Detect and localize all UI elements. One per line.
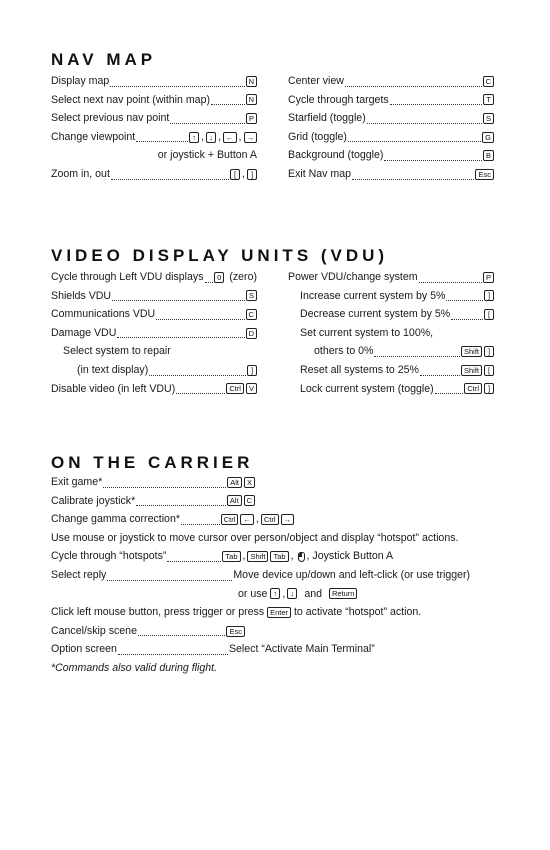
key-group: [ , ] (230, 165, 257, 184)
dot-leader (352, 179, 474, 180)
key-group (214, 268, 257, 287)
gamma-label: Change gamma correction* (51, 513, 180, 526)
vdu-right-column (288, 268, 494, 398)
c-key: C (244, 495, 255, 506)
dot-leader (211, 104, 245, 105)
command-row (288, 342, 494, 361)
c-key: C (483, 76, 494, 87)
shift-key: Shift (247, 551, 268, 562)
command-row (51, 361, 257, 380)
nav-map-left-column (51, 72, 257, 184)
command-row (51, 165, 257, 184)
subheading-row (51, 342, 257, 361)
dot-leader (390, 104, 483, 105)
carrier-heading: ON THE CARRIER (51, 453, 254, 472)
hotspots-tail: , Joystick Button A (306, 550, 394, 563)
dot-leader (138, 635, 226, 636)
calibrate-joystick-row (51, 492, 255, 511)
right-bracket-key: ] (247, 169, 257, 180)
subheading-text: Select system to repair (63, 345, 171, 358)
key-group (484, 309, 494, 320)
command-row (288, 380, 494, 399)
down-arrow-key: ↓ (287, 588, 297, 599)
option-label: Option screen (51, 643, 117, 656)
cancel-scene-row (51, 622, 245, 641)
command-label: Display map (51, 75, 110, 87)
command-row (288, 146, 494, 165)
command-label: Decrease current system by 5% (300, 308, 451, 321)
command-row (288, 361, 494, 380)
right-arrow-key: → (281, 514, 295, 525)
click-after-text: to activate “hotspot” action. (293, 606, 422, 619)
carrier-commands (51, 473, 501, 678)
command-label: Cycle through Left VDU displays (51, 271, 204, 283)
dot-leader (149, 375, 246, 376)
left-arrow-key: ← (223, 132, 237, 143)
or-use-text: or use (238, 587, 268, 600)
dot-leader (367, 123, 482, 124)
command-row (51, 91, 257, 110)
dot-leader (112, 300, 245, 301)
up-arrow-key: ↑ (189, 132, 199, 143)
dot-leader (107, 580, 232, 581)
tab-key: Tab (222, 551, 240, 562)
calibrate-label: Calibrate joystick* (51, 494, 136, 507)
right-arrow-key: → (244, 132, 258, 143)
esc-key: Esc (226, 626, 245, 637)
left-bracket-key: [ (230, 169, 240, 180)
command-label: Select previous nav point (51, 112, 170, 125)
dot-leader (419, 282, 482, 283)
command-label: Reset all systems to 25% (300, 363, 419, 376)
key-group (464, 383, 494, 394)
command-row (51, 305, 257, 324)
dot-leader (446, 300, 483, 301)
command-label: Grid (toggle) (288, 130, 347, 143)
key-group (461, 346, 494, 357)
s-key: S (246, 290, 257, 301)
key-group (461, 365, 494, 376)
command-row (51, 380, 257, 399)
right-bracket-key: ] (247, 365, 257, 376)
right-bracket-key: ] (484, 290, 494, 301)
s-key: S (483, 113, 494, 124)
key-group (483, 76, 494, 87)
click-before-text: Click left mouse button, press trigger or press (51, 606, 265, 619)
dot-leader (348, 141, 481, 142)
dot-leader (374, 356, 460, 357)
key-group (483, 272, 494, 283)
ctrl-key: Ctrl (261, 514, 279, 525)
hotspots-label: Cycle through “hotspots” (51, 550, 167, 563)
gamma-row: Change gamma correction* Ctrl ← , Ctrl → (51, 510, 294, 529)
dot-leader (111, 179, 229, 180)
subheading-row (288, 324, 494, 343)
vdu-left-column (51, 268, 257, 398)
left-bracket-key: [ (484, 309, 494, 320)
key-group (226, 383, 257, 394)
nav-map-right-column (288, 72, 494, 184)
continuation-text: or joystick + Button A (157, 149, 257, 162)
command-label: Disable video (in left VDU) (51, 382, 176, 395)
c-key: C (246, 309, 257, 320)
g-key: G (482, 132, 494, 143)
alt-key: Alt (227, 477, 242, 488)
command-label: Power VDU/change system (288, 271, 418, 283)
key-suffix: (zero) (229, 271, 257, 283)
key-group (483, 113, 494, 124)
command-row (288, 305, 494, 324)
ctrl-key: Ctrl (226, 383, 244, 394)
command-row (51, 268, 257, 287)
command-row (288, 165, 494, 184)
dot-leader (384, 160, 482, 161)
dot-leader (103, 487, 226, 488)
command-label: Center view (288, 75, 344, 87)
dot-leader (136, 505, 226, 506)
key-group (246, 113, 257, 124)
subheading-text: Set current system to 100%, (300, 326, 434, 339)
command-label: others to 0% (314, 345, 374, 358)
p-key: P (246, 113, 257, 124)
key-group (246, 76, 257, 87)
x-key: X (244, 477, 255, 488)
option-value: Select “Activate Main Terminal” (228, 643, 375, 656)
command-row (288, 72, 494, 91)
t-key: T (483, 94, 494, 105)
option-screen-row (51, 640, 501, 659)
hotspots-row: Cycle through “hotspots” Tab , Shift Tab , , Joystick Button A (51, 547, 501, 566)
command-row (288, 91, 494, 110)
command-row (288, 287, 494, 306)
tab-key: Tab (270, 551, 288, 562)
cancel-label: Cancel/skip scene (51, 624, 137, 637)
command-label: Cycle through targets (288, 93, 389, 106)
command-row (51, 72, 257, 91)
command-label: Select next nav point (within map) (51, 93, 210, 106)
command-label: Change viewpoint (51, 130, 136, 143)
select-reply-value: Move device up/down and left-click (or use trigger) (233, 568, 471, 581)
command-label: Communications VDU (51, 308, 156, 321)
v-key: V (246, 383, 257, 394)
alt-key: Alt (227, 495, 242, 506)
dot-leader (136, 141, 188, 142)
click-hotspot-row (51, 603, 501, 622)
command-row (51, 109, 257, 128)
dot-leader (170, 123, 245, 124)
and-text: and (304, 587, 322, 600)
dot-leader (118, 654, 228, 655)
dot-leader (345, 86, 482, 87)
shift-key: Shift (461, 346, 482, 357)
esc-key: Esc (475, 169, 494, 180)
dot-leader (167, 561, 221, 562)
mouse-icon (298, 552, 305, 562)
command-label: Exit Nav map (288, 167, 351, 180)
0-key: 0 (214, 272, 224, 283)
up-arrow-key: ↑ (270, 588, 280, 599)
key-group (247, 365, 257, 376)
key-group (482, 132, 494, 143)
command-label: Zoom in, out (51, 167, 110, 180)
key-group (246, 290, 257, 301)
p-key: P (483, 272, 494, 283)
mouse-instruction: Use mouse or joystick to move cursor over person/object and display “hotspot” actions. (51, 531, 459, 544)
dot-leader (176, 393, 225, 394)
exit-game-label: Exit game* (51, 476, 103, 488)
dot-leader (451, 319, 483, 320)
key-group (246, 94, 257, 105)
command-label: Background (toggle) (288, 149, 384, 162)
ctrl-key: Ctrl (221, 514, 239, 525)
key-group (484, 290, 494, 301)
command-row (288, 128, 494, 147)
key-group (475, 169, 494, 180)
command-row (288, 268, 494, 287)
dot-leader (110, 86, 244, 87)
nav-map-heading: NAV MAP (51, 50, 157, 69)
select-reply-alt-row: or use ↑ , ↓ and Return (51, 585, 501, 604)
command-label: Starfield (toggle) (288, 112, 366, 125)
command-label: (in text display) (77, 363, 149, 376)
ctrl-key: Ctrl (464, 383, 482, 394)
select-reply-label: Select reply (51, 568, 107, 581)
command-label: Lock current system (toggle) (300, 382, 434, 395)
command-row (51, 128, 257, 147)
left-bracket-key: [ (484, 365, 494, 376)
shift-key: Shift (461, 365, 482, 376)
dot-leader (420, 375, 460, 376)
continuation-row (51, 146, 257, 165)
down-arrow-key: ↓ (206, 132, 216, 143)
key-group (483, 94, 494, 105)
command-label: Damage VDU (51, 326, 117, 339)
key-group (246, 328, 257, 339)
dot-leader (205, 282, 214, 283)
right-bracket-key: ] (484, 383, 494, 394)
d-key: D (246, 328, 257, 339)
exit-game-row (51, 473, 255, 492)
footnote: *Commands also valid during flight. (51, 661, 218, 674)
return-key: Return (329, 588, 358, 599)
dot-leader (156, 319, 244, 320)
n-key: N (246, 76, 257, 87)
dot-leader (435, 393, 464, 394)
enter-key: Enter (267, 607, 291, 618)
command-row (288, 109, 494, 128)
n-key: N (246, 94, 257, 105)
vdu-heading: VIDEO DISPLAY UNITS (VDU) (51, 246, 389, 265)
key-group (246, 309, 257, 320)
dot-leader (117, 337, 244, 338)
command-row (51, 324, 257, 343)
key-group: ↑ , ↓ , ← , → (189, 128, 257, 147)
b-key: B (483, 150, 494, 161)
select-reply-row (51, 566, 501, 585)
key-group (483, 150, 494, 161)
command-label: Shields VDU (51, 289, 112, 302)
left-arrow-key: ← (240, 514, 254, 525)
dot-leader (181, 524, 220, 525)
command-row (51, 287, 257, 306)
right-bracket-key: ] (484, 346, 494, 357)
command-label: Increase current system by 5% (300, 289, 446, 302)
